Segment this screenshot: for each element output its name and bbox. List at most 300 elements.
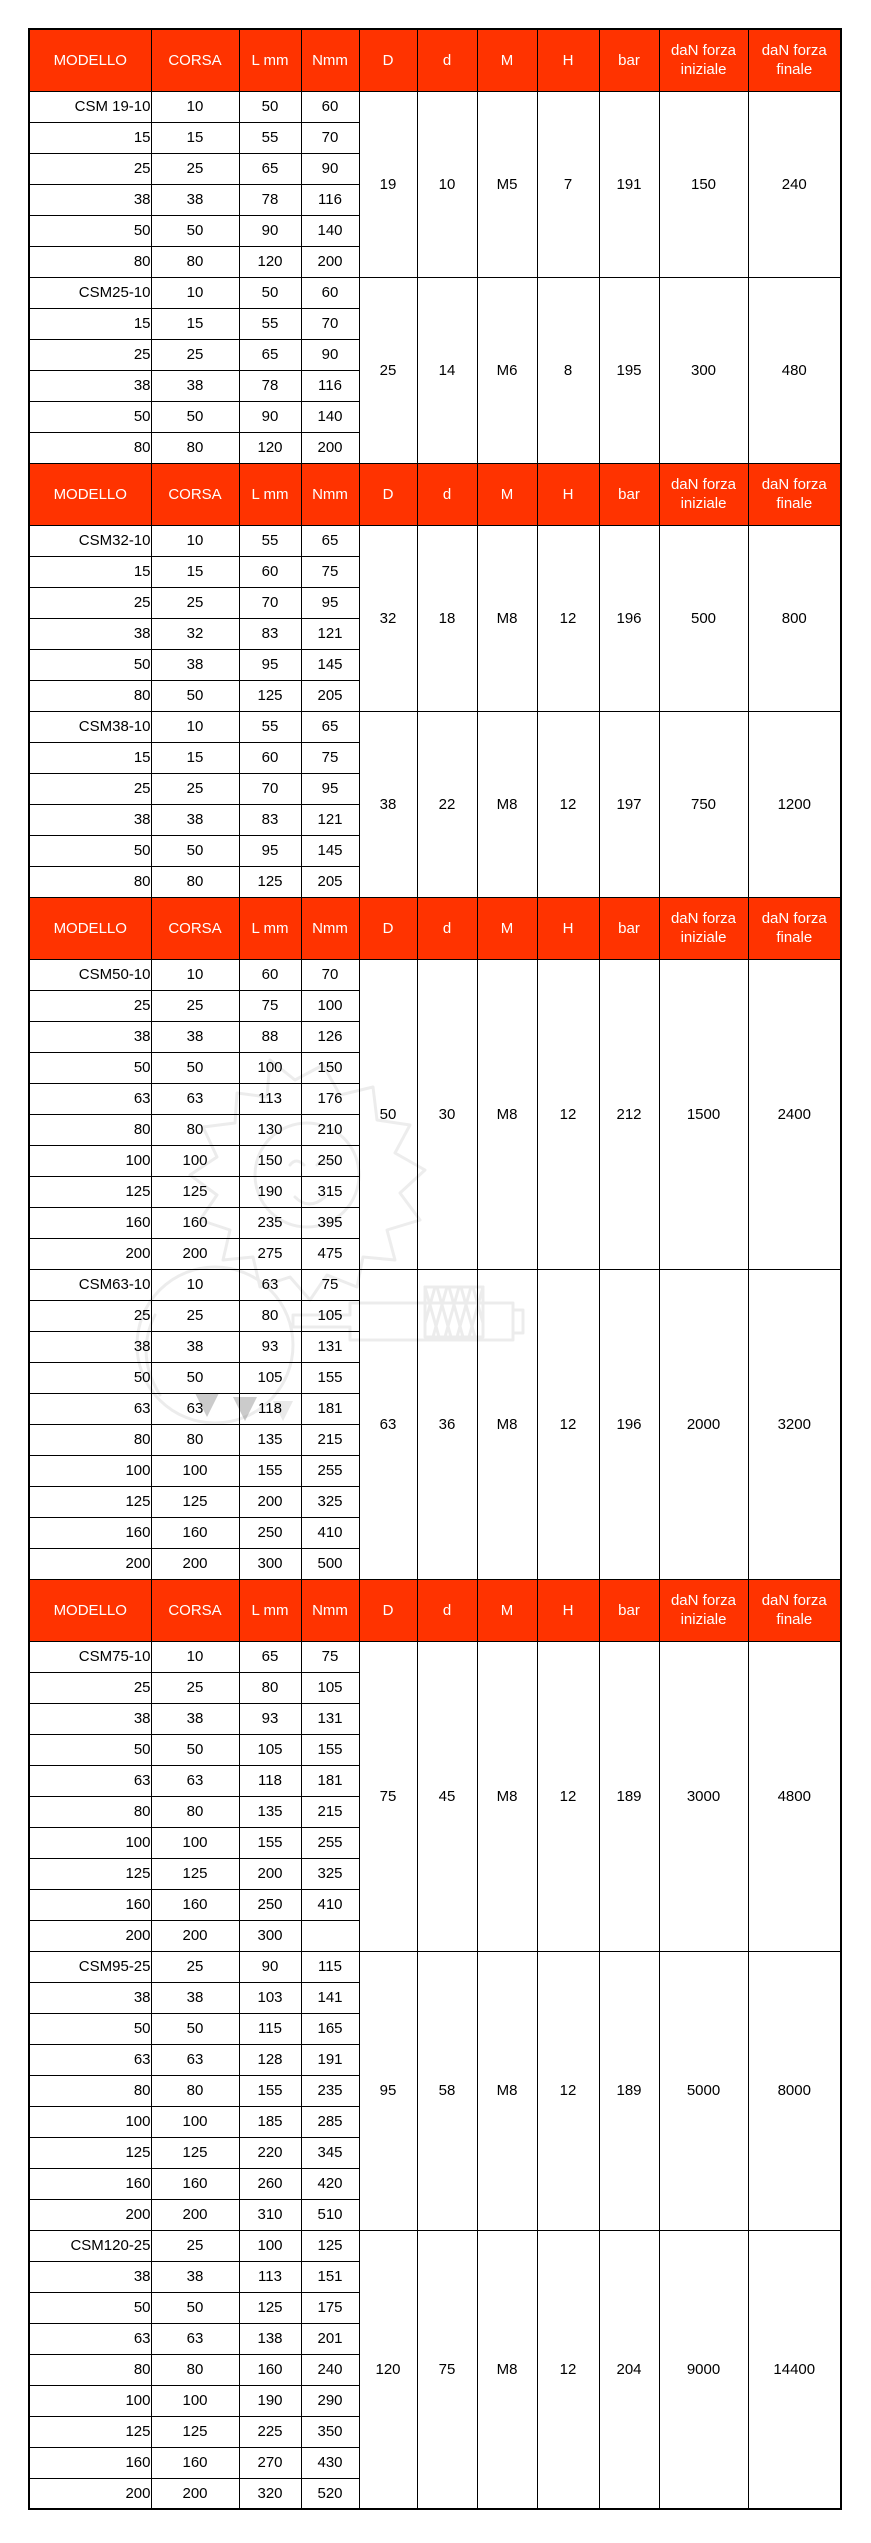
- l-mm-cell: 190: [239, 1176, 301, 1207]
- column-header-corsa: CORSA: [151, 1579, 239, 1641]
- modello-cell: 38: [29, 618, 151, 649]
- l-mm-cell: 83: [239, 804, 301, 835]
- l-mm-cell: 63: [239, 1269, 301, 1300]
- l-mm-cell: 55: [239, 308, 301, 339]
- modello-cell: 50: [29, 1734, 151, 1765]
- modello-cell: 160: [29, 1889, 151, 1920]
- corsa-cell: 50: [151, 1052, 239, 1083]
- bar-cell: 204: [599, 2230, 659, 2509]
- modello-cell: 38: [29, 2261, 151, 2292]
- corsa-cell: 10: [151, 525, 239, 556]
- nmm-cell: 210: [301, 1114, 359, 1145]
- corsa-cell: 160: [151, 1207, 239, 1238]
- corsa-cell: 200: [151, 1238, 239, 1269]
- h-cell: 12: [537, 1641, 599, 1951]
- nmm-cell: 191: [301, 2044, 359, 2075]
- data-row-csm95-25-0: [29, 1951, 841, 1982]
- data-row-csm63-10-0: [29, 1269, 841, 1300]
- modello-cell: 80: [29, 246, 151, 277]
- column-header-modello: MODELLO: [29, 463, 151, 525]
- modello-cell: 50: [29, 1362, 151, 1393]
- corsa-cell: 63: [151, 2323, 239, 2354]
- forza-iniziale-cell: 150: [659, 91, 748, 277]
- column-header-nmm: Nmm: [301, 1579, 359, 1641]
- l-mm-cell: 260: [239, 2168, 301, 2199]
- forza-finale-cell: 1200: [748, 711, 841, 897]
- m-thread-cell: M8: [477, 1269, 537, 1579]
- l-mm-cell: 155: [239, 1827, 301, 1858]
- corsa-cell: 100: [151, 2385, 239, 2416]
- data-row-csm38-10-0: [29, 711, 841, 742]
- data-row-csm50-10-0: [29, 959, 841, 990]
- d-outer-cell: 25: [359, 277, 417, 463]
- l-mm-cell: 60: [239, 959, 301, 990]
- l-mm-cell: 235: [239, 1207, 301, 1238]
- column-header-l-mm: L mm: [239, 1579, 301, 1641]
- modello-cell: 25: [29, 153, 151, 184]
- modello-cell: 200: [29, 1920, 151, 1951]
- h-cell: 12: [537, 959, 599, 1269]
- corsa-cell: 10: [151, 711, 239, 742]
- column-header-d: d: [417, 463, 477, 525]
- h-cell: 7: [537, 91, 599, 277]
- l-mm-cell: 70: [239, 773, 301, 804]
- l-mm-cell: 120: [239, 432, 301, 463]
- modello-cell: 63: [29, 2323, 151, 2354]
- nmm-cell: 131: [301, 1331, 359, 1362]
- nmm-cell: 350: [301, 2416, 359, 2447]
- l-mm-cell: 65: [239, 339, 301, 370]
- d-outer-cell: 95: [359, 1951, 417, 2230]
- m-thread-cell: M8: [477, 2230, 537, 2509]
- modello-cell: 100: [29, 1145, 151, 1176]
- l-mm-cell: 90: [239, 401, 301, 432]
- data-row-csm32-10-0: [29, 525, 841, 556]
- l-mm-cell: 80: [239, 1300, 301, 1331]
- nmm-cell: 255: [301, 1827, 359, 1858]
- modello-cell: 160: [29, 2447, 151, 2478]
- column-header-m: M: [477, 1579, 537, 1641]
- column-header-bar: bar: [599, 897, 659, 959]
- corsa-cell: 63: [151, 1083, 239, 1114]
- nmm-cell: 181: [301, 1765, 359, 1796]
- d-outer-cell: 75: [359, 1641, 417, 1951]
- nmm-cell: 235: [301, 2075, 359, 2106]
- bar-cell: 189: [599, 1641, 659, 1951]
- nmm-cell: 126: [301, 1021, 359, 1052]
- nmm-cell: 215: [301, 1796, 359, 1827]
- nmm-cell: 155: [301, 1362, 359, 1393]
- column-header-l-mm: L mm: [239, 29, 301, 91]
- column-header-h: H: [537, 463, 599, 525]
- corsa-cell: 38: [151, 1331, 239, 1362]
- modello-cell: 25: [29, 1672, 151, 1703]
- column-header-h: H: [537, 29, 599, 91]
- forza-finale-cell: 240: [748, 91, 841, 277]
- modello-cell: CSM 19-10: [29, 91, 151, 122]
- column-header-d: D: [359, 29, 417, 91]
- l-mm-cell: 80: [239, 1672, 301, 1703]
- corsa-cell: 63: [151, 1393, 239, 1424]
- nmm-cell: 125: [301, 2230, 359, 2261]
- modello-cell: 15: [29, 308, 151, 339]
- nmm-cell: 145: [301, 649, 359, 680]
- corsa-cell: 10: [151, 91, 239, 122]
- column-header-h: H: [537, 1579, 599, 1641]
- modello-cell: 80: [29, 2354, 151, 2385]
- modello-cell: 25: [29, 773, 151, 804]
- nmm-cell: 95: [301, 773, 359, 804]
- m-thread-cell: M6: [477, 277, 537, 463]
- column-header-d: D: [359, 463, 417, 525]
- corsa-cell: 25: [151, 2230, 239, 2261]
- corsa-cell: 80: [151, 1424, 239, 1455]
- corsa-cell: 160: [151, 2168, 239, 2199]
- modello-cell: 100: [29, 2106, 151, 2137]
- l-mm-cell: 130: [239, 1114, 301, 1145]
- nmm-cell: 201: [301, 2323, 359, 2354]
- l-mm-cell: 113: [239, 1083, 301, 1114]
- corsa-cell: 50: [151, 680, 239, 711]
- l-mm-cell: 125: [239, 680, 301, 711]
- nmm-cell: 90: [301, 339, 359, 370]
- column-header-dan-forza-iniziale: daN forza iniziale: [659, 29, 748, 91]
- corsa-cell: 10: [151, 959, 239, 990]
- modello-cell: 38: [29, 184, 151, 215]
- modello-cell: 200: [29, 1238, 151, 1269]
- l-mm-cell: 88: [239, 1021, 301, 1052]
- corsa-cell: 10: [151, 1269, 239, 1300]
- modello-cell: 100: [29, 1827, 151, 1858]
- nmm-cell: 176: [301, 1083, 359, 1114]
- corsa-cell: 25: [151, 153, 239, 184]
- m-thread-cell: M8: [477, 525, 537, 711]
- nmm-cell: 121: [301, 804, 359, 835]
- nmm-cell: 175: [301, 2292, 359, 2323]
- nmm-cell: [301, 1920, 359, 1951]
- l-mm-cell: 113: [239, 2261, 301, 2292]
- forza-iniziale-cell: 1500: [659, 959, 748, 1269]
- modello-cell: 160: [29, 2168, 151, 2199]
- forza-iniziale-cell: 5000: [659, 1951, 748, 2230]
- corsa-cell: 100: [151, 1827, 239, 1858]
- nmm-cell: 165: [301, 2013, 359, 2044]
- nmm-cell: 500: [301, 1548, 359, 1579]
- bar-cell: 212: [599, 959, 659, 1269]
- modello-cell: 80: [29, 1424, 151, 1455]
- modello-cell: 25: [29, 339, 151, 370]
- modello-cell: 50: [29, 2292, 151, 2323]
- nmm-cell: 410: [301, 1889, 359, 1920]
- d-outer-cell: 38: [359, 711, 417, 897]
- h-cell: 12: [537, 525, 599, 711]
- l-mm-cell: 200: [239, 1858, 301, 1889]
- l-mm-cell: 190: [239, 2385, 301, 2416]
- modello-cell: 50: [29, 2013, 151, 2044]
- d-inner-cell: 18: [417, 525, 477, 711]
- nmm-cell: 240: [301, 2354, 359, 2385]
- nmm-cell: 200: [301, 246, 359, 277]
- l-mm-cell: 300: [239, 1548, 301, 1579]
- corsa-cell: 32: [151, 618, 239, 649]
- column-header-corsa: CORSA: [151, 897, 239, 959]
- nmm-cell: 345: [301, 2137, 359, 2168]
- nmm-cell: 65: [301, 525, 359, 556]
- m-thread-cell: M8: [477, 959, 537, 1269]
- modello-cell: 50: [29, 401, 151, 432]
- column-header-dan-forza-iniziale: daN forza iniziale: [659, 1579, 748, 1641]
- d-inner-cell: 75: [417, 2230, 477, 2509]
- modello-cell: 200: [29, 2199, 151, 2230]
- corsa-cell: 38: [151, 184, 239, 215]
- l-mm-cell: 50: [239, 277, 301, 308]
- modello-cell: 50: [29, 1052, 151, 1083]
- corsa-cell: 50: [151, 401, 239, 432]
- column-header-d: D: [359, 1579, 417, 1641]
- l-mm-cell: 60: [239, 742, 301, 773]
- column-header-modello: MODELLO: [29, 29, 151, 91]
- corsa-cell: 15: [151, 556, 239, 587]
- forza-iniziale-cell: 300: [659, 277, 748, 463]
- column-header-bar: bar: [599, 1579, 659, 1641]
- modello-cell: 63: [29, 1765, 151, 1796]
- m-thread-cell: M5: [477, 91, 537, 277]
- column-header-dan-forza-finale: daN forza finale: [748, 1579, 841, 1641]
- corsa-cell: 100: [151, 1145, 239, 1176]
- bar-cell: 197: [599, 711, 659, 897]
- l-mm-cell: 105: [239, 1734, 301, 1765]
- modello-cell: 80: [29, 866, 151, 897]
- nmm-cell: 145: [301, 835, 359, 866]
- nmm-cell: 75: [301, 742, 359, 773]
- corsa-cell: 100: [151, 2106, 239, 2137]
- l-mm-cell: 125: [239, 866, 301, 897]
- nmm-cell: 116: [301, 184, 359, 215]
- column-header-d: d: [417, 897, 477, 959]
- corsa-cell: 80: [151, 1796, 239, 1827]
- corsa-cell: 200: [151, 2199, 239, 2230]
- corsa-cell: 25: [151, 1672, 239, 1703]
- corsa-cell: 38: [151, 2261, 239, 2292]
- modello-cell: 80: [29, 432, 151, 463]
- l-mm-cell: 120: [239, 246, 301, 277]
- corsa-cell: 38: [151, 370, 239, 401]
- modello-cell: 63: [29, 1393, 151, 1424]
- l-mm-cell: 160: [239, 2354, 301, 2385]
- l-mm-cell: 55: [239, 525, 301, 556]
- nmm-cell: 205: [301, 866, 359, 897]
- column-header-row: [29, 897, 841, 959]
- data-row-csm75-10-0: [29, 1641, 841, 1672]
- d-inner-cell: 45: [417, 1641, 477, 1951]
- corsa-cell: 160: [151, 2447, 239, 2478]
- modello-cell: 25: [29, 1300, 151, 1331]
- modello-cell: 15: [29, 742, 151, 773]
- data-row-csm120-25-0: [29, 2230, 841, 2261]
- column-header-bar: bar: [599, 29, 659, 91]
- corsa-cell: 80: [151, 866, 239, 897]
- d-outer-cell: 19: [359, 91, 417, 277]
- nmm-cell: 75: [301, 1269, 359, 1300]
- corsa-cell: 10: [151, 1641, 239, 1672]
- column-header-d: D: [359, 897, 417, 959]
- nmm-cell: 205: [301, 680, 359, 711]
- corsa-cell: 38: [151, 1982, 239, 2013]
- modello-cell: 63: [29, 1083, 151, 1114]
- forza-finale-cell: 480: [748, 277, 841, 463]
- modello-cell: CSM95-25: [29, 1951, 151, 1982]
- corsa-cell: 25: [151, 1951, 239, 1982]
- corsa-cell: 15: [151, 742, 239, 773]
- modello-cell: 25: [29, 990, 151, 1021]
- nmm-cell: 100: [301, 990, 359, 1021]
- corsa-cell: 80: [151, 246, 239, 277]
- modello-cell: 80: [29, 2075, 151, 2106]
- modello-cell: 15: [29, 556, 151, 587]
- corsa-cell: 38: [151, 1021, 239, 1052]
- corsa-cell: 100: [151, 1455, 239, 1486]
- l-mm-cell: 250: [239, 1889, 301, 1920]
- forza-iniziale-cell: 750: [659, 711, 748, 897]
- h-cell: 12: [537, 711, 599, 897]
- corsa-cell: 50: [151, 1362, 239, 1393]
- l-mm-cell: 103: [239, 1982, 301, 2013]
- l-mm-cell: 225: [239, 2416, 301, 2447]
- nmm-cell: 475: [301, 1238, 359, 1269]
- modello-cell: 200: [29, 1548, 151, 1579]
- d-outer-cell: 50: [359, 959, 417, 1269]
- nmm-cell: 420: [301, 2168, 359, 2199]
- nmm-cell: 131: [301, 1703, 359, 1734]
- nmm-cell: 105: [301, 1672, 359, 1703]
- nmm-cell: 215: [301, 1424, 359, 1455]
- corsa-cell: 50: [151, 2013, 239, 2044]
- forza-finale-cell: 8000: [748, 1951, 841, 2230]
- l-mm-cell: 270: [239, 2447, 301, 2478]
- bar-cell: 196: [599, 1269, 659, 1579]
- csm-spec-table: [28, 28, 842, 2510]
- column-header-dan-forza-iniziale: daN forza iniziale: [659, 463, 748, 525]
- nmm-cell: 150: [301, 1052, 359, 1083]
- corsa-cell: 15: [151, 122, 239, 153]
- l-mm-cell: 55: [239, 122, 301, 153]
- modello-cell: 38: [29, 1982, 151, 2013]
- modello-cell: CSM120-25: [29, 2230, 151, 2261]
- nmm-cell: 75: [301, 556, 359, 587]
- l-mm-cell: 155: [239, 1455, 301, 1486]
- l-mm-cell: 155: [239, 2075, 301, 2106]
- l-mm-cell: 100: [239, 2230, 301, 2261]
- column-header-nmm: Nmm: [301, 29, 359, 91]
- column-header-modello: MODELLO: [29, 1579, 151, 1641]
- bar-cell: 195: [599, 277, 659, 463]
- m-thread-cell: M8: [477, 1641, 537, 1951]
- nmm-cell: 70: [301, 308, 359, 339]
- nmm-cell: 90: [301, 153, 359, 184]
- nmm-cell: 151: [301, 2261, 359, 2292]
- modello-cell: 15: [29, 122, 151, 153]
- corsa-cell: 38: [151, 649, 239, 680]
- nmm-cell: 430: [301, 2447, 359, 2478]
- l-mm-cell: 118: [239, 1393, 301, 1424]
- modello-cell: 63: [29, 2044, 151, 2075]
- l-mm-cell: 83: [239, 618, 301, 649]
- d-inner-cell: 10: [417, 91, 477, 277]
- corsa-cell: 125: [151, 1176, 239, 1207]
- corsa-cell: 50: [151, 1734, 239, 1765]
- corsa-cell: 15: [151, 308, 239, 339]
- l-mm-cell: 138: [239, 2323, 301, 2354]
- column-header-row: [29, 29, 841, 91]
- corsa-cell: 80: [151, 432, 239, 463]
- corsa-cell: 50: [151, 215, 239, 246]
- l-mm-cell: 75: [239, 990, 301, 1021]
- modello-cell: 160: [29, 1207, 151, 1238]
- l-mm-cell: 310: [239, 2199, 301, 2230]
- forza-finale-cell: 800: [748, 525, 841, 711]
- column-header-d: d: [417, 1579, 477, 1641]
- l-mm-cell: 185: [239, 2106, 301, 2137]
- nmm-cell: 70: [301, 959, 359, 990]
- l-mm-cell: 78: [239, 370, 301, 401]
- l-mm-cell: 105: [239, 1362, 301, 1393]
- modello-cell: 38: [29, 1021, 151, 1052]
- nmm-cell: 250: [301, 1145, 359, 1176]
- bar-cell: 189: [599, 1951, 659, 2230]
- column-header-row: [29, 463, 841, 525]
- l-mm-cell: 115: [239, 2013, 301, 2044]
- modello-cell: 200: [29, 2478, 151, 2509]
- modello-cell: 25: [29, 587, 151, 618]
- l-mm-cell: 135: [239, 1424, 301, 1455]
- column-header-modello: MODELLO: [29, 897, 151, 959]
- modello-cell: 125: [29, 2137, 151, 2168]
- modello-cell: CSM75-10: [29, 1641, 151, 1672]
- column-header-row: [29, 1579, 841, 1641]
- nmm-cell: 121: [301, 618, 359, 649]
- column-header-corsa: CORSA: [151, 29, 239, 91]
- l-mm-cell: 50: [239, 91, 301, 122]
- modello-cell: CSM63-10: [29, 1269, 151, 1300]
- nmm-cell: 60: [301, 91, 359, 122]
- nmm-cell: 325: [301, 1858, 359, 1889]
- modello-cell: 50: [29, 215, 151, 246]
- l-mm-cell: 70: [239, 587, 301, 618]
- modello-cell: 80: [29, 1796, 151, 1827]
- l-mm-cell: 65: [239, 153, 301, 184]
- m-thread-cell: M8: [477, 1951, 537, 2230]
- nmm-cell: 70: [301, 122, 359, 153]
- nmm-cell: 116: [301, 370, 359, 401]
- forza-finale-cell: 14400: [748, 2230, 841, 2509]
- corsa-cell: 38: [151, 1703, 239, 1734]
- nmm-cell: 65: [301, 711, 359, 742]
- modello-cell: 125: [29, 1858, 151, 1889]
- d-inner-cell: 58: [417, 1951, 477, 2230]
- forza-iniziale-cell: 500: [659, 525, 748, 711]
- nmm-cell: 200: [301, 432, 359, 463]
- nmm-cell: 325: [301, 1486, 359, 1517]
- h-cell: 12: [537, 2230, 599, 2509]
- nmm-cell: 140: [301, 401, 359, 432]
- modello-cell: 38: [29, 370, 151, 401]
- l-mm-cell: 65: [239, 1641, 301, 1672]
- nmm-cell: 141: [301, 1982, 359, 2013]
- l-mm-cell: 55: [239, 711, 301, 742]
- nmm-cell: 290: [301, 2385, 359, 2416]
- nmm-cell: 140: [301, 215, 359, 246]
- corsa-cell: 160: [151, 1889, 239, 1920]
